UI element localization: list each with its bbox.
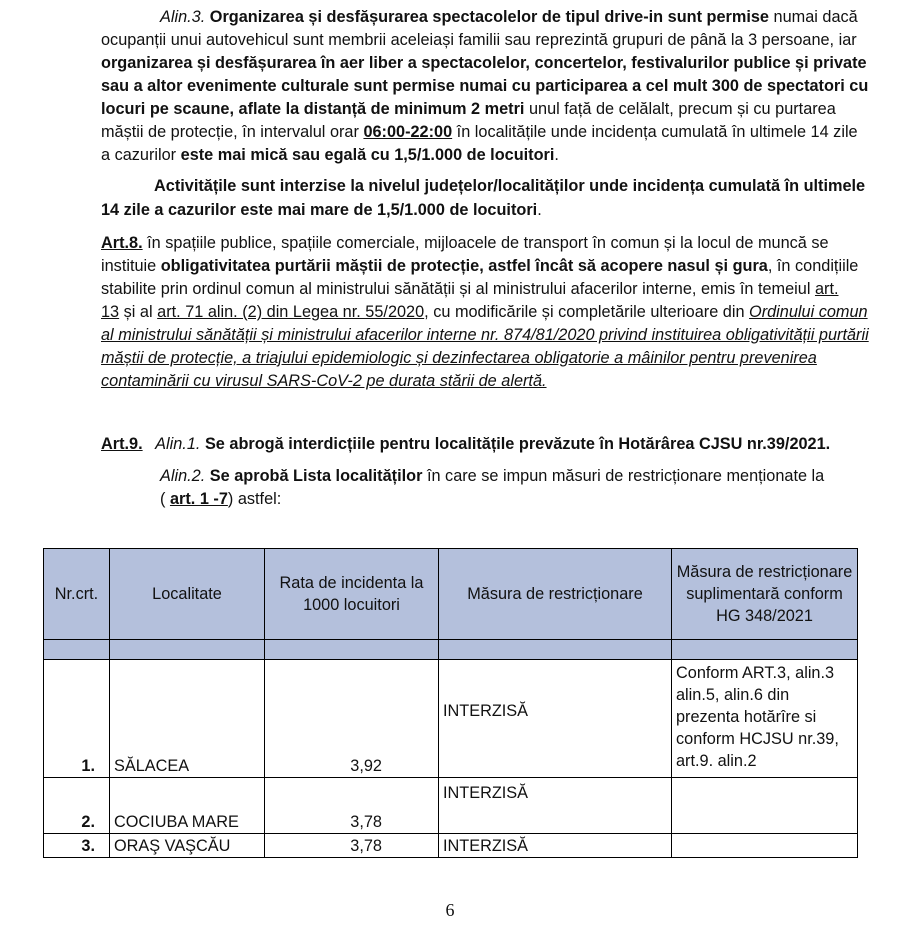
alin3-line-7: a cazurilor este mai mică sau egală cu 1,5/1.000 de locuitori.: [101, 146, 559, 164]
alin3-line-5: locuri pe scaune, aflate la distanță de minimum 2 metri unul față de celălalt, precum și cu purtarea: [101, 100, 836, 118]
art9-line-3: ( art. 1 -7) astfel:: [160, 490, 282, 508]
alin3-line-2: ocupanții unui autovehicul sunt membrii aceleiași familii sau reprezintă grupuri de până la 3 persoane, iar: [101, 31, 857, 49]
art9-line-1: Art.9. Alin.1. Se abrogă interdicțiile pentru localitățile prevăzute în Hotărârea CJSU nr.39/2021.: [101, 435, 831, 453]
table-row: 1. SĂLACEA 3,92 INTERZISĂ Conform ART.3, alin.3 alin.5, alin.6 din prezenta hotărîre si conform HCJSU nr.39, art.9. alin.2: [44, 660, 858, 778]
art8-label: Art.8.: [101, 234, 143, 252]
header-rata: Rata de incidenta la 1000 locuitori: [265, 549, 439, 640]
table-row: 3. ORAŞ VAŞCĂU 3,78 INTERZISĂ: [44, 834, 858, 858]
page-number: 6: [445, 900, 455, 920]
art-1-7-link[interactable]: art. 1 -7: [169, 490, 228, 508]
art8-line-7[interactable]: contaminării cu virusul SARS-CoV-2 pe durata stării de alertă.: [101, 372, 547, 390]
art8-line-2: instituie obligativitatea purtării măștii de protecție, astfel încât să acopere nasul și gura, în condițiile: [101, 257, 859, 275]
art13-link[interactable]: art.: [814, 280, 839, 298]
art8-line-5[interactable]: al ministrului sănătății și ministrului afacerilor interne nr. 874/81/2020 privind instituirea obligativității purtării: [101, 326, 869, 344]
interzise-line-1: Activitățile sunt interzise la nivelul județelor/localităților unde incidența cumulată în ultimele: [154, 177, 866, 195]
localitati-table: [43, 548, 858, 858]
art8-line-1: Art.8. în spațiile publice, spațiile comerciale, mijloacele de transport în comun și la locul de muncă se: [101, 234, 829, 252]
alin3-label: Alin.3.: [160, 8, 206, 26]
table-row: 2. COCIUBA MARE 3,78 INTERZISĂ: [44, 778, 858, 834]
header-masura-suplimentara: Măsura de restricționare suplimentară conform HG 348/2021: [672, 549, 858, 640]
table-subheader-row: [44, 640, 858, 660]
art8-line-3: stabilite prin ordinul comun al ministrului sănătății și al ministrului afacerilor interne, emis în temeiul art.: [101, 280, 839, 298]
alin3-line-6: măștii de protecție, în intervalul orar 06:00-22:00 în localitățile unde incidența cumulată în ultimele 14 zile: [101, 123, 858, 141]
alin3-line-1: Alin.3. Organizarea și desfășurarea spectacolelor de tipul drive-in sunt permise numai dacă: [160, 8, 858, 26]
lege-55-link[interactable]: art. 71 alin. (2) din Legea nr. 55/2020: [157, 303, 425, 321]
art8-line-6[interactable]: măștii de protecție, a triajului epidemiologic și dezinfectarea obligatorie a mâinilor pentru prevenirea: [101, 349, 817, 367]
header-localitate: Localitate: [110, 549, 265, 640]
art8-line-4: 13 și al art. 71 alin. (2) din Legea nr. 55/2020, cu modificările și completările ulterioare din Ordinului comun: [101, 303, 868, 321]
header-nr: Nr.crt.: [44, 549, 110, 640]
art9-label: Art.9.: [101, 435, 143, 453]
table-header-row: [44, 549, 858, 640]
art9-line-2: Alin.2. Se aprobă Lista localităților în care se impun măsuri de restricționare menționate la: [160, 467, 825, 485]
ordin-link-start[interactable]: Ordinului comun: [749, 303, 868, 321]
alin3-line-4: sau a altor evenimente culturale sunt permise numai cu participarea a cel mult 300 de spectatori cu: [101, 77, 869, 95]
interzise-line-2: 14 zile a cazurilor este mai mare de 1,5/1.000 de locuitori.: [101, 201, 542, 219]
alin3-line-3: organizarea și desfășurarea în aer liber a spectacolelor, concertelor, festivalurilor publice și private: [101, 54, 867, 72]
header-masura: Măsura de restricționare: [439, 549, 672, 640]
